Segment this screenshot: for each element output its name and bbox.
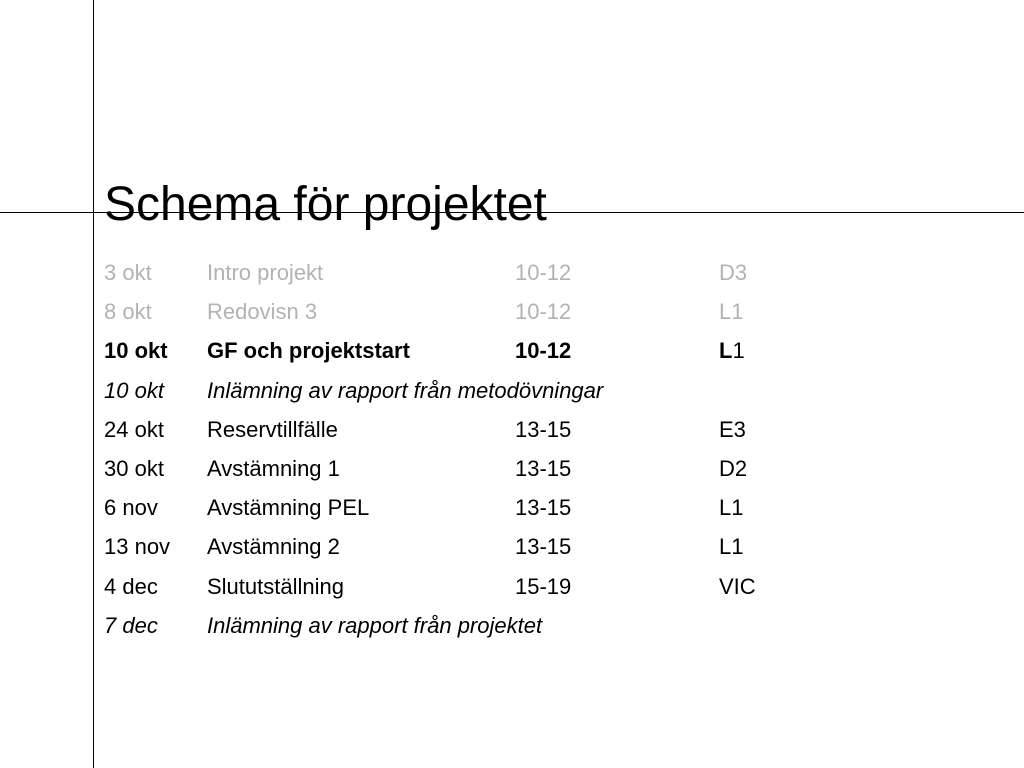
row-time: 13-15: [515, 534, 572, 560]
schedule-row: [104, 527, 1004, 566]
row-room: L1: [719, 299, 744, 325]
row-room-number: 1: [732, 338, 745, 364]
vertical-divider-line: [93, 0, 94, 768]
row-date: 30 okt: [104, 455, 164, 481]
row-activity: Avstämning 1: [207, 455, 340, 481]
row-activity: Inlämning av rapport från projektet: [207, 612, 543, 638]
schedule-row-past: [104, 253, 1004, 292]
row-time: 10-12: [515, 338, 572, 364]
row-activity: Avstämning 2: [207, 534, 340, 560]
row-activity: Slututställning: [207, 573, 344, 599]
row-activity: Intro projekt: [207, 260, 324, 285]
row-date: 3 okt: [104, 260, 152, 285]
schedule-row: [104, 449, 1004, 488]
row-date: 10 okt: [104, 377, 164, 403]
row-date: 4 dec: [104, 573, 158, 599]
row-room: D3: [719, 260, 748, 285]
schedule-row: [104, 488, 1004, 527]
row-date: 13 nov: [104, 534, 171, 560]
row-time: 13-15: [515, 495, 572, 521]
row-date: 24 okt: [104, 416, 164, 442]
schedule-row-deadline: [104, 371, 1004, 410]
row-activity: GF och projektstart: [207, 338, 410, 364]
schedule-row-deadline: [104, 606, 1004, 645]
row-room: E3: [719, 416, 746, 442]
row-room: L1: [719, 495, 744, 521]
row-date: 6 nov: [104, 495, 158, 521]
slide-title: Schema för projektet: [104, 178, 547, 232]
row-room: VIC: [719, 573, 756, 599]
schedule-table: [104, 253, 1004, 645]
row-room-letter: L: [719, 338, 733, 364]
row-time: 10-12: [515, 299, 572, 325]
row-activity: Inlämning av rapport från metodövningar: [207, 377, 604, 403]
schedule-row-past: [104, 292, 1004, 331]
schedule-row-current: [104, 331, 1004, 370]
schedule-row: [104, 410, 1004, 449]
row-room: [719, 331, 745, 370]
row-time: 10-12: [515, 260, 572, 285]
row-activity: Redovisn 3: [207, 299, 318, 325]
row-date: 10 okt: [104, 338, 168, 364]
schedule-row: [104, 567, 1004, 606]
row-activity: Avstämning PEL: [207, 495, 370, 521]
row-time: 13-15: [515, 455, 572, 481]
row-room: D2: [719, 455, 748, 481]
row-room: L1: [719, 534, 744, 560]
row-time: 15-19: [515, 573, 572, 599]
row-time: 13-15: [515, 416, 572, 442]
row-date: 7 dec: [104, 612, 158, 638]
row-activity: Reservtillfälle: [207, 416, 338, 442]
row-date: 8 okt: [104, 299, 152, 325]
